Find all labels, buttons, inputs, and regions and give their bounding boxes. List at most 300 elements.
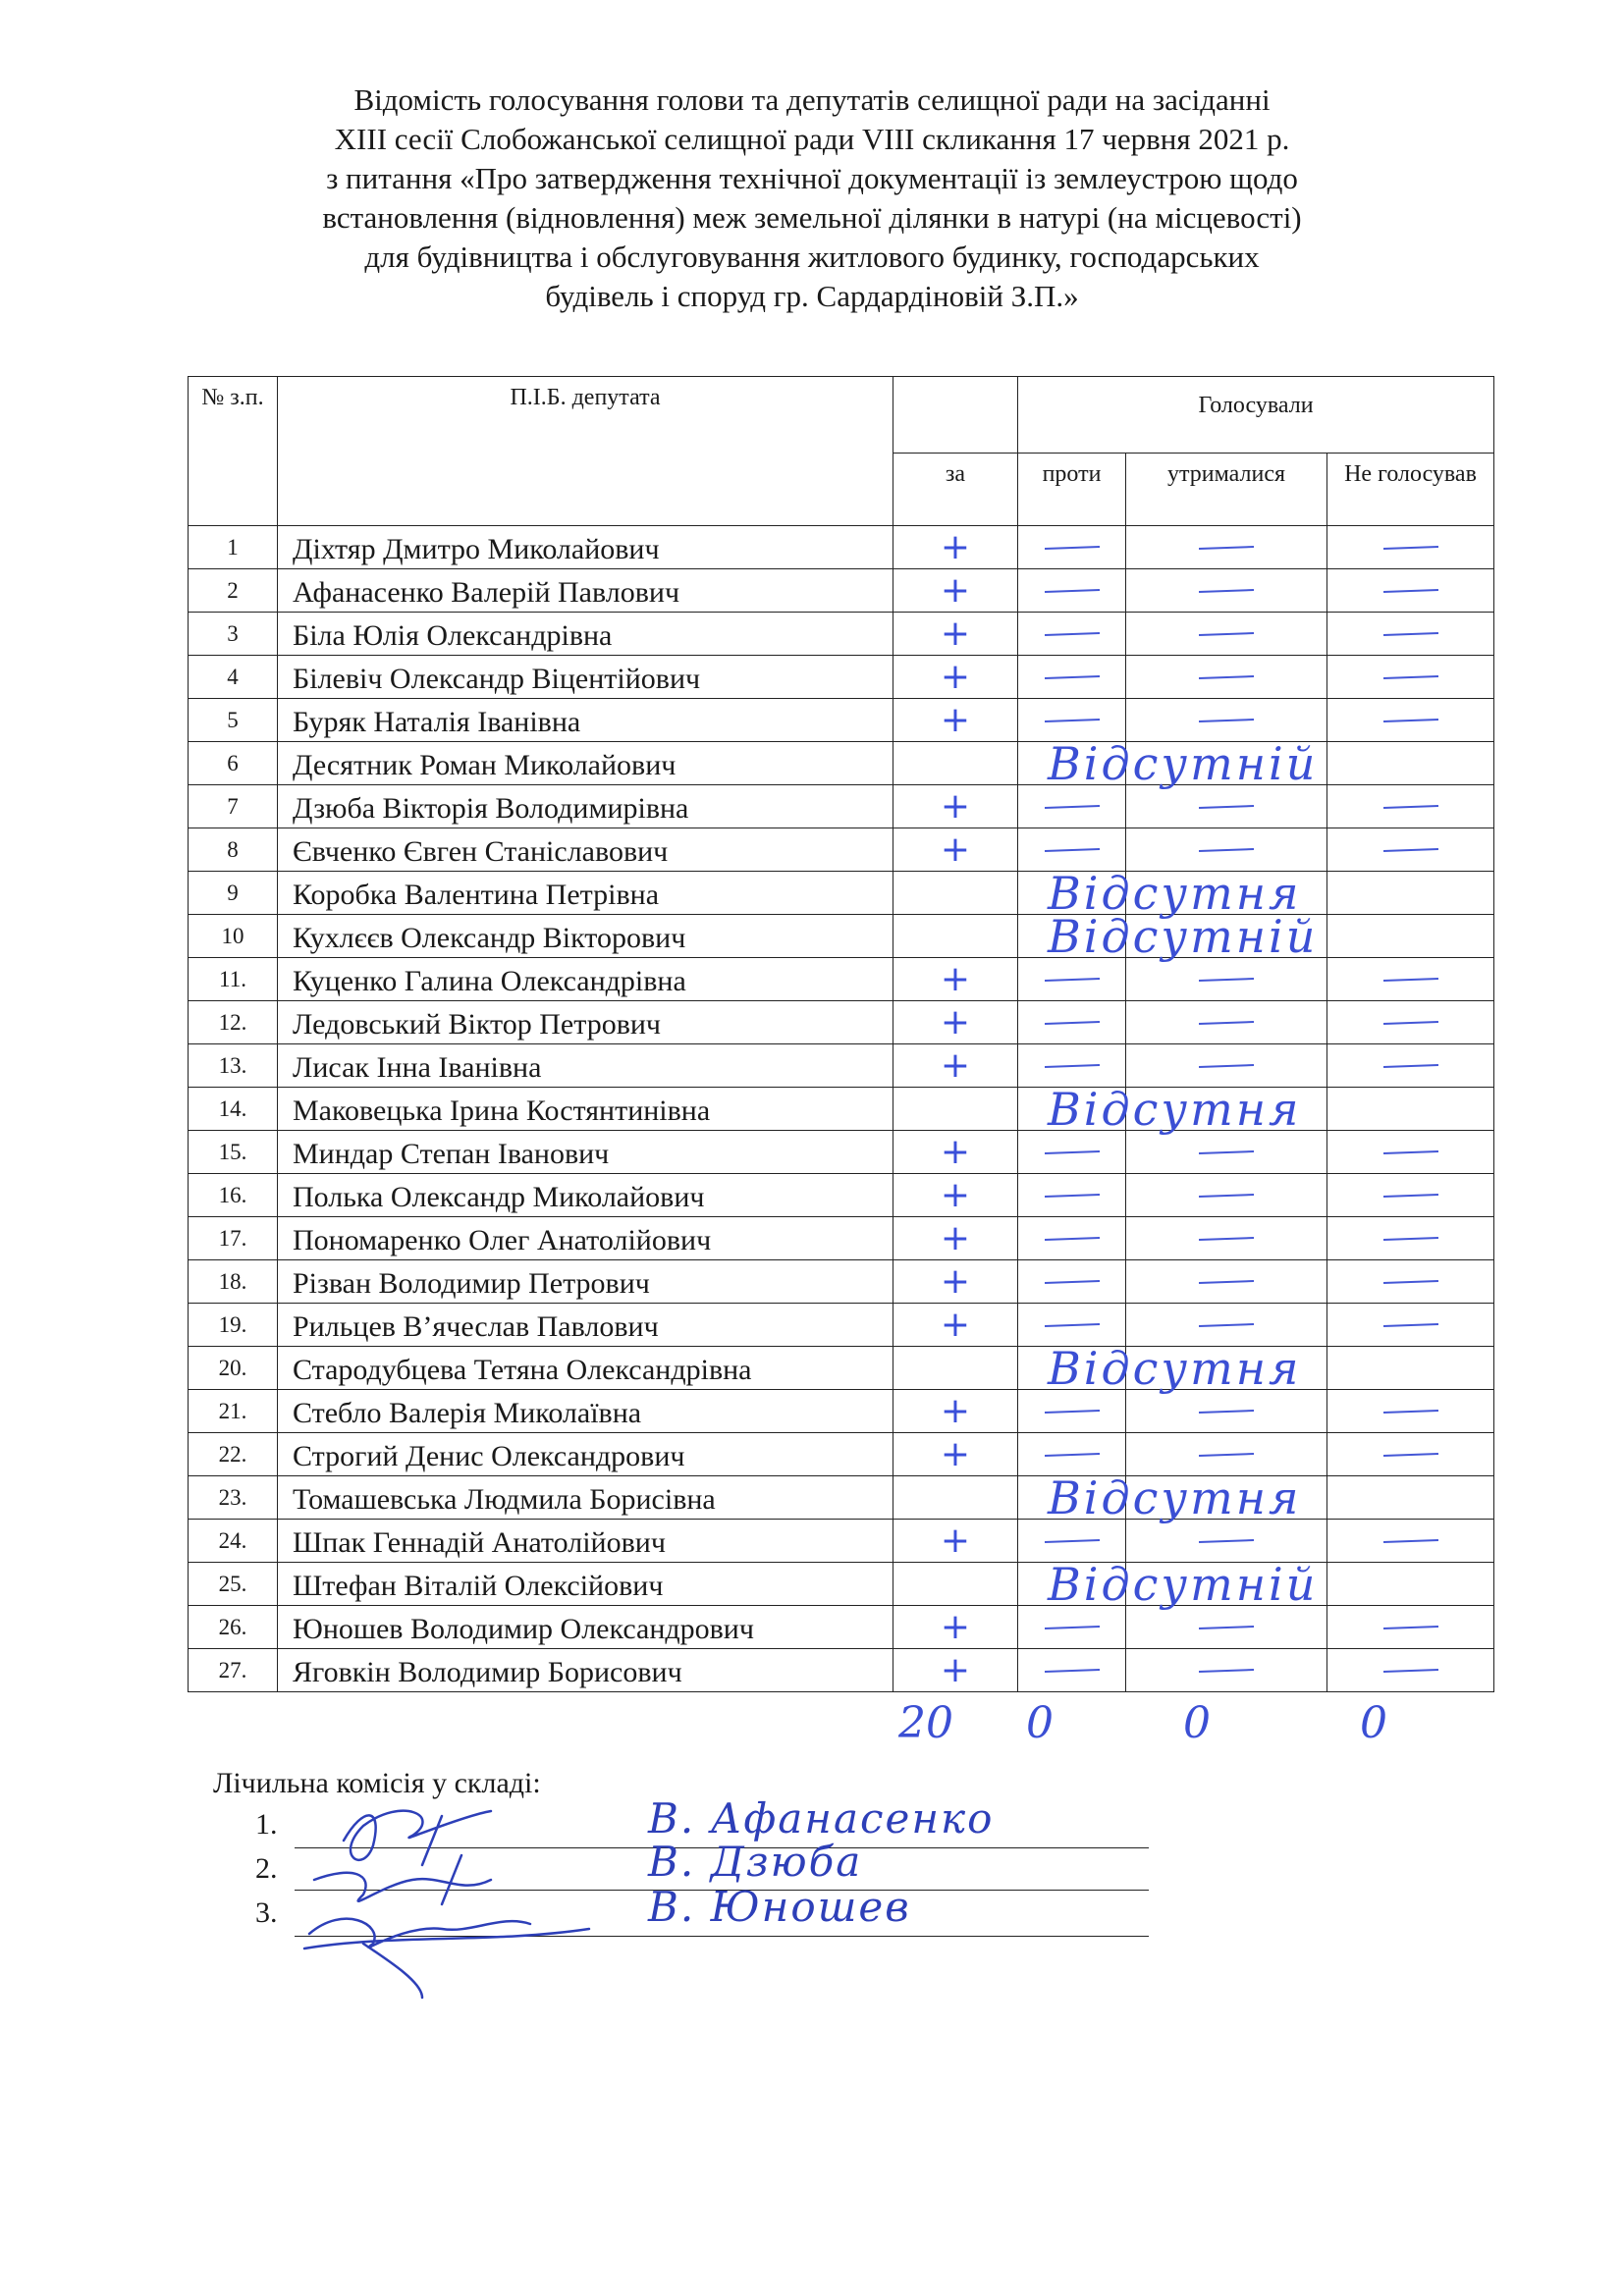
handwritten-plus-mark: +: [940, 1044, 971, 1086]
row-number: 9: [189, 872, 278, 915]
vote-cell-not-voted: [1327, 1347, 1494, 1390]
table-row: [189, 1174, 1494, 1217]
handwritten-absent-note: Відсутній: [1048, 1558, 1319, 1611]
deputy-name: Коробка Валентина Петрівна: [278, 872, 893, 915]
handwritten-dash-mark: [1199, 1195, 1254, 1199]
row-number: 27.: [189, 1649, 278, 1692]
vote-cell-abstained: [1126, 1088, 1327, 1131]
row-number: 18.: [189, 1260, 278, 1304]
table-row: [189, 1606, 1494, 1649]
vote-cell-against: [1018, 1606, 1126, 1649]
vote-cell-for: [893, 828, 1018, 872]
vote-cell-not-voted: [1327, 872, 1494, 915]
vote-cell-not-voted: [1327, 569, 1494, 613]
handwritten-plus-mark: +: [940, 1433, 971, 1474]
document-title: [196, 80, 1428, 316]
vote-cell-not-voted: [1327, 1390, 1494, 1433]
handwritten-absent-note: Відсутній: [1048, 910, 1319, 963]
header-voted: Голосували: [1018, 377, 1494, 454]
header-num: № з.п.: [189, 377, 278, 526]
vote-cell-for: [893, 1476, 1018, 1520]
handwritten-dash-mark: [1382, 1627, 1437, 1630]
table-row: [189, 569, 1494, 613]
row-number: 5: [189, 699, 278, 742]
vote-cell-not-voted: [1327, 656, 1494, 699]
vote-cell-not-voted: [1327, 526, 1494, 569]
deputy-name: Юношев Володимир Олександрович: [278, 1606, 893, 1649]
handwritten-plus-mark: +: [940, 828, 971, 870]
handwritten-dash-mark: [1199, 590, 1254, 594]
handwritten-dash-mark: [1382, 849, 1437, 853]
table-row: [189, 958, 1494, 1001]
handwritten-dash-mark: [1382, 1022, 1437, 1026]
vote-cell-for: [893, 1649, 1018, 1692]
deputy-name: Рильцев В’ячеслав Павлович: [278, 1304, 893, 1347]
handwritten-absent-note: Відсутня: [1048, 1471, 1302, 1524]
handwritten-dash-mark: [1044, 590, 1099, 594]
deputy-name: Лисак Інна Іванівна: [278, 1044, 893, 1088]
handwritten-absent-note: Відсутня: [1048, 1083, 1302, 1136]
deputy-name: Миндар Степан Іванович: [278, 1131, 893, 1174]
vote-cell-abstained: [1126, 1563, 1327, 1606]
row-number: 2: [189, 569, 278, 613]
handwritten-dash-mark: [1382, 1065, 1437, 1069]
header-name: П.І.Б. депутата: [278, 377, 893, 526]
vote-cell-for: [893, 1347, 1018, 1390]
row-number: 14.: [189, 1088, 278, 1131]
row-number: 4: [189, 656, 278, 699]
vote-cell-abstained: [1126, 1649, 1327, 1692]
vote-cell-abstained: [1126, 526, 1327, 569]
deputy-name: Біла Юлія Олександрівна: [278, 613, 893, 656]
table-row: [189, 1304, 1494, 1347]
commission-num: 1.: [255, 1808, 278, 1841]
deputy-name: Стебло Валерія Миколаївна: [278, 1390, 893, 1433]
handwritten-dash-mark: [1382, 1454, 1437, 1458]
handwritten-dash-mark: [1199, 547, 1254, 551]
vote-cell-against: [1018, 828, 1126, 872]
vote-cell-not-voted: [1327, 1044, 1494, 1088]
vote-cell-abstained: [1126, 1260, 1327, 1304]
table-row: [189, 1520, 1494, 1563]
handwritten-dash-mark: [1382, 590, 1437, 594]
handwritten-dash-mark: [1382, 1670, 1437, 1674]
vote-cell-for: [893, 785, 1018, 828]
vote-cell-abstained: [1126, 1217, 1327, 1260]
vote-cell-abstained: [1126, 1390, 1327, 1433]
vote-cell-for: [893, 1131, 1018, 1174]
vote-cell-against: [1018, 1260, 1126, 1304]
handwritten-dash-mark: [1199, 1065, 1254, 1069]
table-row: [189, 526, 1494, 569]
handwritten-plus-mark: +: [940, 1520, 971, 1561]
vote-cell-not-voted: [1327, 1174, 1494, 1217]
vote-cell-for: [893, 958, 1018, 1001]
handwritten-dash-mark: [1199, 633, 1254, 637]
handwritten-dash-mark: [1382, 547, 1437, 551]
row-number: 19.: [189, 1304, 278, 1347]
table-row: [189, 1649, 1494, 1692]
handwritten-dash-mark: [1382, 720, 1437, 723]
vote-cell-against: [1018, 737, 1319, 790]
handwritten-dash-mark: [1044, 979, 1099, 983]
row-number: 17.: [189, 1217, 278, 1260]
vote-cell-against: [1018, 699, 1126, 742]
handwritten-plus-mark: +: [940, 569, 971, 611]
handwritten-plus-mark: +: [940, 1390, 971, 1431]
row-number: 24.: [189, 1520, 278, 1563]
vote-cell-for: [893, 915, 1018, 958]
row-number: 10: [189, 915, 278, 958]
vote-cell-not-voted: [1327, 1131, 1494, 1174]
handwritten-dash-mark: [1199, 979, 1254, 983]
handwritten-dash-mark: [1199, 676, 1254, 680]
handwritten-dash-mark: [1382, 1281, 1437, 1285]
total-against: 0: [1026, 1698, 1054, 1748]
handwritten-dash-mark: [1199, 1411, 1254, 1415]
vote-cell-for: [893, 1217, 1018, 1260]
handwritten-plus-mark: +: [940, 1174, 971, 1215]
handwritten-dash-mark: [1044, 1670, 1099, 1674]
handwritten-dash-mark: [1382, 1324, 1437, 1328]
handwritten-plus-mark: +: [940, 1131, 971, 1172]
deputy-name: Кухлєєв Олександр Вікторович: [278, 915, 893, 958]
handwritten-plus-mark: +: [940, 1001, 971, 1042]
handwritten-dash-mark: [1199, 1454, 1254, 1458]
vote-cell-against: [1018, 1520, 1126, 1563]
vote-cell-against: [1018, 656, 1126, 699]
table-row: [189, 1217, 1494, 1260]
handwritten-dash-mark: [1044, 1281, 1099, 1285]
title-line: з питання «Про затвердження технічної документації із землеустрою щодо: [326, 161, 1298, 195]
deputy-name: Діхтяр Дмитро Миколайович: [278, 526, 893, 569]
handwritten-plus-mark: +: [940, 613, 971, 654]
vote-cell-abstained: [1126, 1131, 1327, 1174]
vote-cell-abstained: [1126, 613, 1327, 656]
vote-cell-against: [1018, 1083, 1302, 1136]
vote-cell-against: [1018, 1649, 1126, 1692]
handwritten-plus-mark: +: [940, 1606, 971, 1647]
handwritten-plus-mark: +: [940, 526, 971, 567]
vote-cell-for: [893, 1390, 1018, 1433]
deputy-name: Яговкін Володимир Борисович: [278, 1649, 893, 1692]
row-number: 1: [189, 526, 278, 569]
vote-cell-against: [1018, 613, 1126, 656]
vote-cell-not-voted: [1327, 1304, 1494, 1347]
table-row: [189, 699, 1494, 742]
vote-cell-against: [1018, 958, 1126, 1001]
vote-cell-against: [1018, 526, 1126, 569]
vote-cell-not-voted: [1327, 1520, 1494, 1563]
vote-cell-abstained: [1126, 1001, 1327, 1044]
row-number: 11.: [189, 958, 278, 1001]
table-row: [189, 742, 1494, 785]
handwritten-dash-mark: [1044, 849, 1099, 853]
row-number: 8: [189, 828, 278, 872]
deputy-name: Буряк Наталія Іванівна: [278, 699, 893, 742]
vote-cell-abstained: [1126, 1433, 1327, 1476]
vote-cell-for: [893, 1174, 1018, 1217]
handwritten-dash-mark: [1382, 1151, 1437, 1155]
deputy-name: Куценко Галина Олександрівна: [278, 958, 893, 1001]
handwritten-dash-mark: [1044, 720, 1099, 723]
row-number: 16.: [189, 1174, 278, 1217]
vote-cell-against: [1018, 1131, 1126, 1174]
handwritten-dash-mark: [1044, 1151, 1099, 1155]
vote-cell-against: [1018, 1342, 1302, 1395]
total-for: 20: [898, 1698, 953, 1748]
handwritten-dash-mark: [1044, 1324, 1099, 1328]
row-number: 6: [189, 742, 278, 785]
vote-cell-against: [1018, 1044, 1126, 1088]
vote-cell-not-voted: [1327, 828, 1494, 872]
handwritten-dash-mark: [1199, 1151, 1254, 1155]
handwritten-dash-mark: [1382, 1238, 1437, 1242]
deputy-name: Строгий Денис Олександрович: [278, 1433, 893, 1476]
handwritten-absent-note: Відсутній: [1048, 737, 1319, 790]
vote-cell-not-voted: [1327, 915, 1494, 958]
title-line: Відомість голосування голови та депутатів селищної ради на засіданні: [353, 82, 1271, 117]
vote-cell-against: [1018, 1001, 1126, 1044]
title-line: ХІІІ сесії Слобожанської селищної ради VІІІ скликання 17 червня 2021 р.: [334, 122, 1290, 156]
handwritten-dash-mark: [1199, 1324, 1254, 1328]
deputy-name: Різван Володимир Петрович: [278, 1260, 893, 1304]
handwritten-signatures: [295, 1787, 648, 2012]
handwritten-dash-mark: [1044, 547, 1099, 551]
deputy-name: Ледовський Віктор Петрович: [278, 1001, 893, 1044]
commission-label: Лічильна комісія у складі:: [213, 1767, 541, 1799]
vote-cell-not-voted: [1327, 1476, 1494, 1520]
header-not-voted: Не голосував: [1327, 454, 1494, 526]
handwritten-dash-mark: [1382, 979, 1437, 983]
vote-cell-abstained: [1126, 1347, 1327, 1390]
vote-cell-abstained: [1126, 1606, 1327, 1649]
vote-cell-abstained: [1126, 699, 1327, 742]
vote-cell-for: [893, 1520, 1018, 1563]
vote-cell-for: [893, 1260, 1018, 1304]
vote-cell-for: [893, 872, 1018, 915]
vote-cell-for: [893, 656, 1018, 699]
table-row: [189, 1131, 1494, 1174]
handwritten-plus-mark: +: [940, 1649, 971, 1690]
deputy-name: Полька Олександр Миколайович: [278, 1174, 893, 1217]
vote-cell-against: [1018, 785, 1126, 828]
row-number: 7: [189, 785, 278, 828]
handwritten-dash-mark: [1382, 806, 1437, 810]
handwritten-absent-note: Відсутня: [1048, 1342, 1302, 1395]
table-row: [189, 613, 1494, 656]
vote-cell-abstained: [1126, 785, 1327, 828]
vote-cell-against: [1018, 1174, 1126, 1217]
vote-cell-for: [893, 1563, 1018, 1606]
vote-cell-not-voted: [1327, 1217, 1494, 1260]
table-row: [189, 1476, 1494, 1520]
vote-cell-against: [1018, 1304, 1126, 1347]
table-row: [189, 1390, 1494, 1433]
vote-cell-against: [1018, 1558, 1319, 1611]
title-line: встановлення (відновлення) меж земельної ділянки в натурі (на місцевості): [322, 200, 1302, 235]
vote-cell-for: [893, 1606, 1018, 1649]
row-number: 3: [189, 613, 278, 656]
vote-cell-abstained: [1126, 828, 1327, 872]
deputy-name: Білевіч Олександр Віцентійович: [278, 656, 893, 699]
deputy-name: Маковецька Ірина Костянтинівна: [278, 1088, 893, 1131]
deputy-name: Шпак Геннадій Анатолійович: [278, 1520, 893, 1563]
vote-cell-for: [893, 526, 1018, 569]
handwritten-dash-mark: [1382, 1195, 1437, 1199]
title-line: будівель і споруд гр. Сардардіновій З.П.»: [545, 279, 1079, 313]
row-number: 20.: [189, 1347, 278, 1390]
handwritten-dash-mark: [1199, 720, 1254, 723]
handwritten-plus-mark: +: [940, 785, 971, 827]
handwritten-plus-mark: +: [940, 958, 971, 999]
deputy-name: Томашевська Людмила Борисівна: [278, 1476, 893, 1520]
vote-cell-against: [1018, 1471, 1302, 1524]
commission-member-name: В. Афанасенко: [648, 1794, 995, 1842]
handwritten-absent-note: Відсутня: [1048, 867, 1302, 920]
vote-cell-abstained: [1126, 569, 1327, 613]
deputy-name: Штефан Віталій Олексійович: [278, 1563, 893, 1606]
handwritten-dash-mark: [1199, 1540, 1254, 1544]
vote-cell-abstained: [1126, 958, 1327, 1001]
vote-cell-for: [893, 613, 1018, 656]
table-row: [189, 656, 1494, 699]
vote-cell-abstained: [1126, 1304, 1327, 1347]
table-row: [189, 1001, 1494, 1044]
table-row: [189, 1563, 1494, 1606]
handwritten-dash-mark: [1044, 1454, 1099, 1458]
vote-cell-not-voted: [1327, 1649, 1494, 1692]
vote-cell-abstained: [1126, 1174, 1327, 1217]
deputy-name: Стародубцева Тетяна Олександрівна: [278, 1347, 893, 1390]
handwritten-dash-mark: [1382, 1411, 1437, 1415]
vote-cell-for: [893, 1433, 1018, 1476]
total-not-voted: 0: [1360, 1698, 1387, 1748]
vote-cell-against: [1018, 1390, 1126, 1433]
table-row: [189, 872, 1494, 915]
voting-table: [188, 376, 1494, 1692]
handwritten-dash-mark: [1382, 1540, 1437, 1544]
vote-cell-not-voted: [1327, 1001, 1494, 1044]
handwritten-dash-mark: [1199, 1627, 1254, 1630]
handwritten-dash-mark: [1199, 1670, 1254, 1674]
handwritten-dash-mark: [1044, 1627, 1099, 1630]
vote-cell-against: [1018, 1433, 1126, 1476]
vote-cell-not-voted: [1327, 958, 1494, 1001]
handwritten-plus-mark: +: [940, 1304, 971, 1345]
vote-cell-against: [1018, 867, 1302, 920]
vote-cell-abstained: [1126, 1520, 1327, 1563]
handwritten-plus-mark: +: [940, 656, 971, 697]
vote-cell-abstained: [1126, 742, 1327, 785]
handwritten-plus-mark: +: [940, 699, 971, 740]
vote-cell-abstained: [1126, 1476, 1327, 1520]
handwritten-dash-mark: [1044, 1195, 1099, 1199]
handwritten-dash-mark: [1199, 806, 1254, 810]
total-abstained: 0: [1183, 1698, 1211, 1748]
vote-cell-not-voted: [1327, 742, 1494, 785]
handwritten-dash-mark: [1382, 676, 1437, 680]
handwritten-dash-mark: [1044, 1065, 1099, 1069]
vote-cell-for: [893, 1304, 1018, 1347]
header-against: проти: [1018, 454, 1126, 526]
handwritten-dash-mark: [1044, 633, 1099, 637]
vote-cell-for: [893, 742, 1018, 785]
commission-member-name: В. Дзюба: [648, 1838, 863, 1886]
handwritten-dash-mark: [1382, 633, 1437, 637]
table-row: [189, 1347, 1494, 1390]
vote-cell-against: [1018, 1217, 1126, 1260]
vote-cell-not-voted: [1327, 1260, 1494, 1304]
row-number: 12.: [189, 1001, 278, 1044]
vote-cell-for: [893, 1088, 1018, 1131]
row-number: 15.: [189, 1131, 278, 1174]
title-line: для будівництва і обслуговування житлового будинку, господарських: [364, 240, 1260, 274]
table-row: [189, 1044, 1494, 1088]
deputy-name: Пономаренко Олег Анатолійович: [278, 1217, 893, 1260]
vote-cell-for: [893, 699, 1018, 742]
vote-cell-abstained: [1126, 656, 1327, 699]
table-row: [189, 785, 1494, 828]
table-row: [189, 1433, 1494, 1476]
table-row: [189, 915, 1494, 958]
vote-cell-not-voted: [1327, 785, 1494, 828]
row-number: 13.: [189, 1044, 278, 1088]
vote-cell-against: [1018, 569, 1126, 613]
table-row: [189, 828, 1494, 872]
handwritten-plus-mark: +: [940, 1260, 971, 1302]
table-row: [189, 1260, 1494, 1304]
handwritten-plus-mark: +: [940, 1217, 971, 1258]
handwritten-dash-mark: [1199, 1281, 1254, 1285]
vote-cell-not-voted: [1327, 1563, 1494, 1606]
row-number: 21.: [189, 1390, 278, 1433]
vote-cell-for: [893, 569, 1018, 613]
handwritten-dash-mark: [1044, 1411, 1099, 1415]
vote-cell-not-voted: [1327, 699, 1494, 742]
vote-cell-not-voted: [1327, 1606, 1494, 1649]
commission-num: 3.: [255, 1896, 278, 1929]
handwritten-dash-mark: [1199, 849, 1254, 853]
header-for: за: [893, 454, 1018, 526]
deputy-name: Афанасенко Валерій Павлович: [278, 569, 893, 613]
handwritten-dash-mark: [1044, 1022, 1099, 1026]
header-abstained: утрималися: [1126, 454, 1327, 526]
vote-cell-abstained: [1126, 915, 1327, 958]
handwritten-dash-mark: [1199, 1238, 1254, 1242]
table-row: [189, 1088, 1494, 1131]
vote-cell-not-voted: [1327, 1088, 1494, 1131]
handwritten-dash-mark: [1044, 1238, 1099, 1242]
row-number: 23.: [189, 1476, 278, 1520]
deputy-name: Десятник Роман Миколайович: [278, 742, 893, 785]
handwritten-dash-mark: [1044, 806, 1099, 810]
handwritten-dash-mark: [1199, 1022, 1254, 1026]
row-number: 25.: [189, 1563, 278, 1606]
vote-cell-for: [893, 1044, 1018, 1088]
deputy-name: Дзюба Вікторія Володимирівна: [278, 785, 893, 828]
handwritten-dash-mark: [1044, 1540, 1099, 1544]
deputy-name: Євченко Євген Станіславович: [278, 828, 893, 872]
commission-num: 2.: [255, 1852, 278, 1885]
vote-cell-abstained: [1126, 1044, 1327, 1088]
vote-cell-for: [893, 1001, 1018, 1044]
vote-cell-not-voted: [1327, 613, 1494, 656]
handwritten-dash-mark: [1044, 676, 1099, 680]
vote-cell-against: [1018, 910, 1319, 963]
commission-member-name: В. Юношев: [648, 1883, 911, 1931]
row-number: 26.: [189, 1606, 278, 1649]
